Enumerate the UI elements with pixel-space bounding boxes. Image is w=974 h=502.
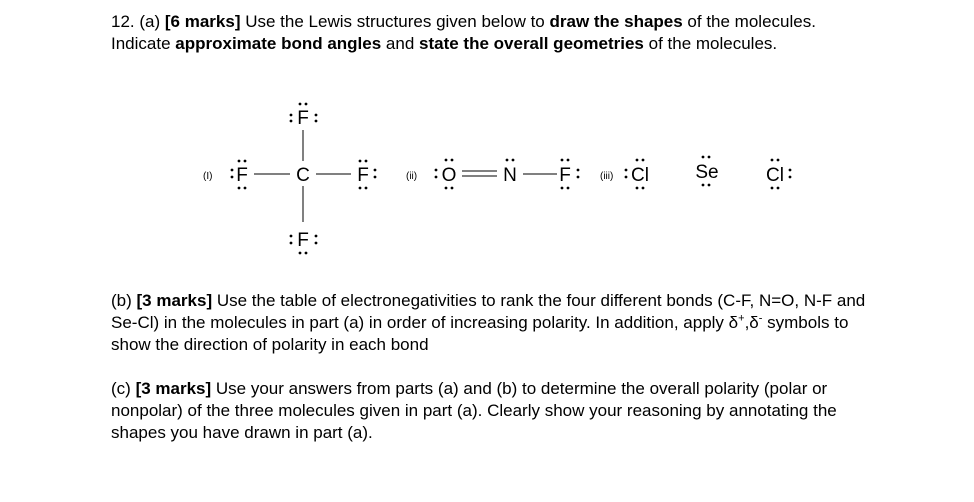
part-a-marks: [6 marks] [164, 12, 241, 31]
question-part-c [111, 378, 871, 444]
part-b-text-2: symbols to show the direction of polarity in each bond [111, 313, 849, 354]
atom-c: C [296, 165, 310, 186]
part-b-marks: [3 marks] [136, 291, 213, 310]
atom-cl-right: Cl [766, 165, 784, 186]
question-part-b [111, 290, 871, 356]
delta-plus-sign: + [738, 312, 745, 325]
atom-n: N [503, 165, 517, 186]
part-c-text-1: Use your answers from parts (a) and (b) to determine the overall polarity (polar or nonpolar) of the three molecules given in part (a). Clearly show your reasoning by annotating the shapes you have drawn in part (a). [111, 379, 837, 442]
part-a-label: (a) [139, 12, 161, 31]
part-a-text-3: and [381, 34, 420, 53]
atom-f-bottom: F [297, 230, 309, 251]
atom-f-right: F [357, 165, 369, 186]
part-a-text-4: of the molecules. [643, 34, 778, 53]
atom-f: F [559, 165, 571, 186]
atom-f-top: F [297, 108, 309, 129]
part-a-bold-2: approximate bond angles [175, 34, 382, 53]
atom-o: O [441, 165, 457, 186]
label-molecule-1: (I) [203, 171, 213, 182]
part-a-bold-1: draw the shapes [549, 12, 683, 31]
molecule-cf4 [203, 103, 376, 255]
atom-cl-left: Cl [631, 165, 649, 186]
part-c-label: (c) [111, 379, 131, 398]
lone-pair-n [506, 159, 515, 162]
part-b-label: (b) [111, 291, 132, 310]
atom-f-left: F [236, 165, 248, 186]
delta-separator: ,δ [744, 313, 759, 332]
label-molecule-3: (iii) [600, 171, 614, 182]
delta-minus-sign: - [758, 312, 763, 325]
part-c-marks: [3 marks] [135, 379, 212, 398]
label-molecule-2: (ii) [406, 171, 418, 182]
part-a-bold-3: state the overall geometries [419, 34, 644, 53]
part-a-text-1: Use the Lewis structures given below to [240, 12, 550, 31]
molecule-secl2 [600, 156, 791, 190]
molecule-onf [406, 159, 579, 190]
part-a-text-2: of the molecules. Indicate [111, 12, 816, 53]
atom-se: Se [695, 162, 719, 183]
question-number: 12. [111, 12, 135, 31]
part-b-text-1: Use the table of electronegativities to rank the four different bonds (C-F, N=O, N-F and Se-Cl) in the molecules in part (a) in order of increasing polarity. In addition, apply δ [111, 291, 866, 332]
